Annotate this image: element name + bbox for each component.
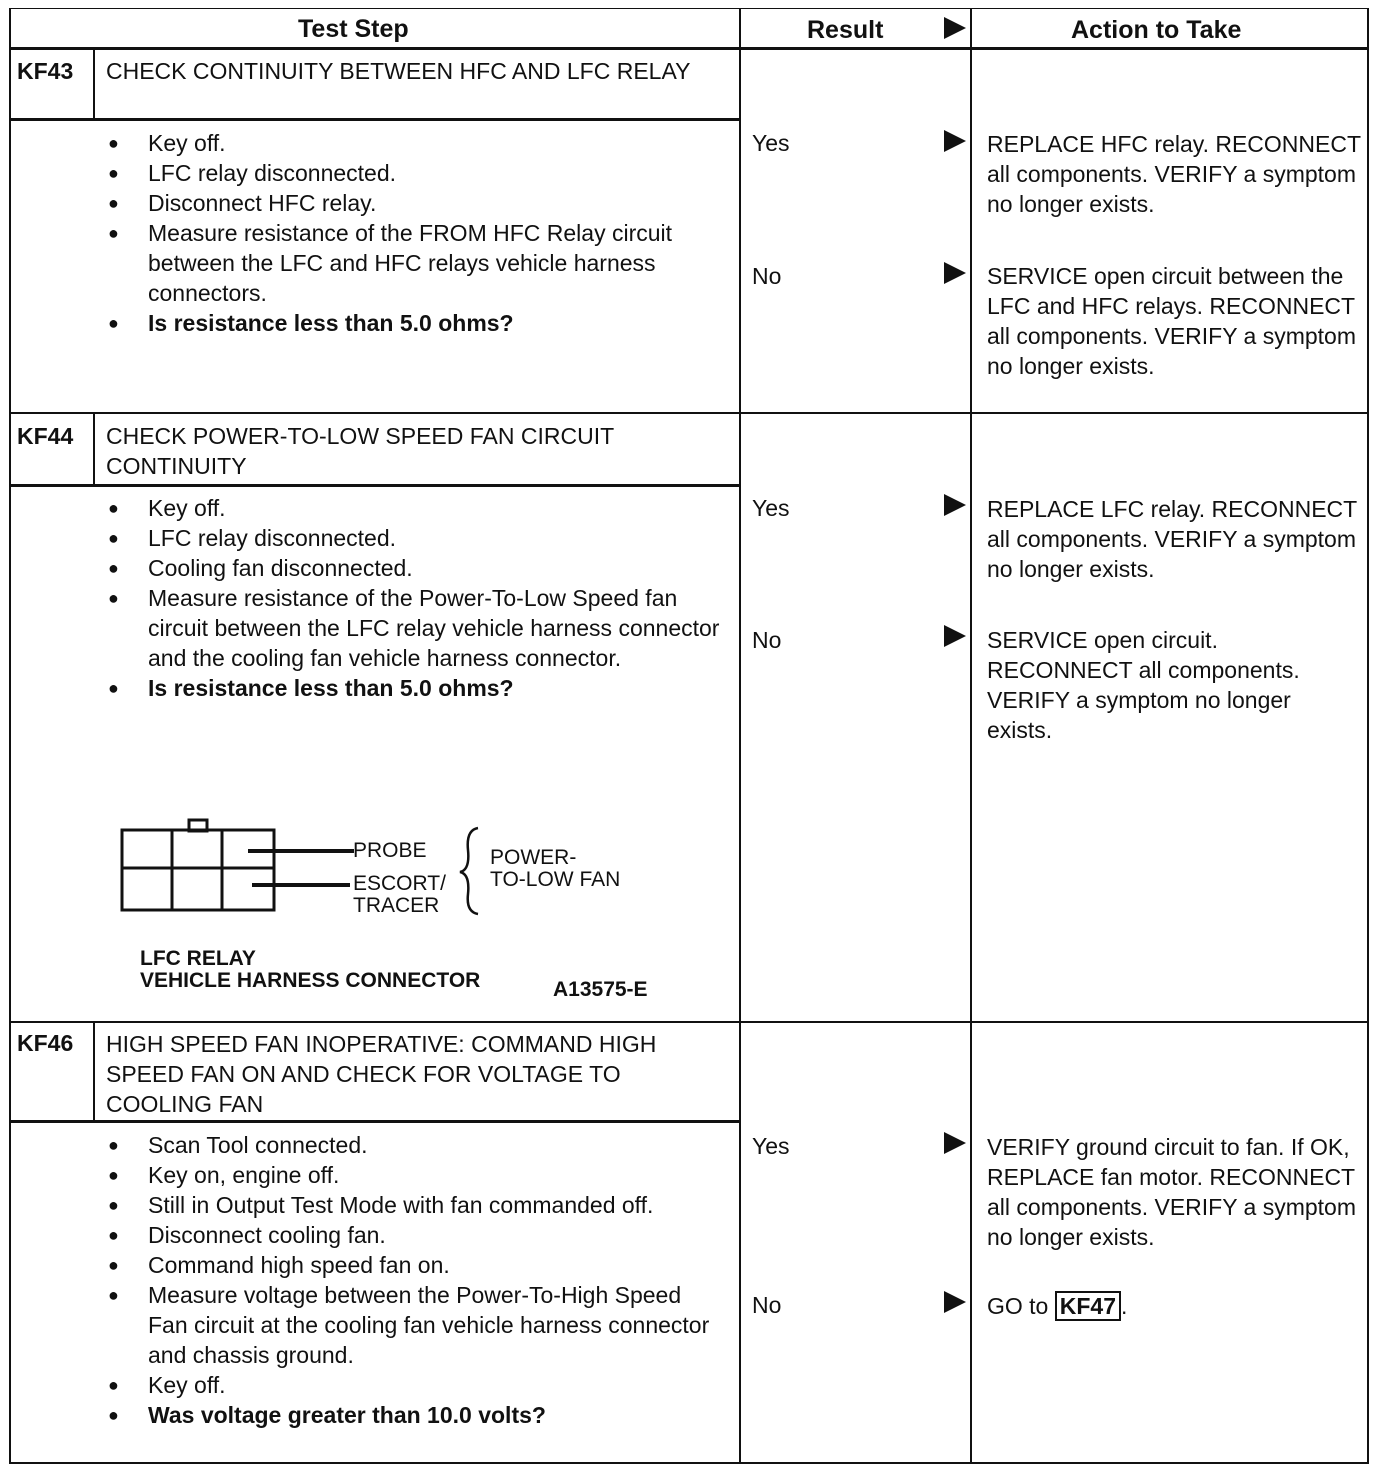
result-yes: Yes xyxy=(752,1133,790,1159)
result-yes: Yes xyxy=(752,130,790,156)
instruction-item: ● Cooling fan disconnected. xyxy=(106,553,726,583)
instruction-item: ● Measure resistance of the Power-To-Low Speed fan circuit between the LFC relay vehicle harness connector and the cooling fan vehicle harness connector. xyxy=(106,583,726,673)
instruction-item: ● Measure resistance of the FROM HFC Relay circuit between the LFC and HFC relays vehicle harness connectors. xyxy=(106,218,726,308)
arrow-icon xyxy=(944,130,966,152)
escort-label: ESCORT/ xyxy=(353,872,446,895)
code-divider xyxy=(93,414,95,486)
table-border-right xyxy=(1367,8,1369,1464)
result-yes: Yes xyxy=(752,495,790,521)
bracket-label: POWER- xyxy=(490,846,577,869)
col-divider-action xyxy=(970,8,972,1464)
result-no: No xyxy=(752,1292,782,1318)
action-text: REPLACE HFC relay. RECONNECT all components. VERIFY a symptom no longer exists. xyxy=(987,131,1361,217)
bracket-label: TO-LOW FAN xyxy=(490,868,621,891)
step-title: HIGH SPEED FAN INOPERATIVE: COMMAND HIGH SPEED FAN ON AND CHECK FOR VOLTAGE TO COOLING FAN xyxy=(106,1031,657,1117)
row-divider xyxy=(9,412,1369,414)
header-arrow-icon xyxy=(944,17,966,39)
figure-id: A13575-E xyxy=(553,978,648,1001)
header-test-step: Test Step xyxy=(298,15,409,43)
connector-body xyxy=(122,830,274,910)
table-border-bottom xyxy=(9,1462,1369,1464)
step-instructions xyxy=(106,493,726,703)
arrow-icon xyxy=(944,1291,966,1313)
action-prefix: GO to xyxy=(987,1293,1049,1319)
step-code: KF43 xyxy=(17,58,74,84)
tracer-label: TRACER xyxy=(353,894,440,917)
table-border-left xyxy=(9,8,11,1464)
table-border-top xyxy=(9,8,1369,9)
instruction-question: ● Is resistance less than 5.0 ohms? xyxy=(106,673,726,703)
arrow-icon xyxy=(944,262,966,284)
figure-caption: LFC RELAY xyxy=(140,947,256,970)
step-code: KF46 xyxy=(17,1030,74,1056)
instruction-item: ● LFC relay disconnected. xyxy=(106,158,726,188)
figure-caption: VEHICLE HARNESS CONNECTOR xyxy=(140,969,481,992)
action-text: REPLACE LFC relay. RECONNECT all components. VERIFY a symptom no longer exists. xyxy=(987,496,1357,582)
col-divider-result xyxy=(739,8,741,1464)
title-divider xyxy=(9,118,739,121)
step-instructions xyxy=(106,1130,726,1430)
header-divider xyxy=(9,47,1369,50)
instruction-item: ● Key on, engine off. xyxy=(106,1160,726,1190)
instruction-item: ● Measure voltage between the Power-To-High Speed Fan circuit at the cooling fan vehicle harness connector and chassis ground. xyxy=(106,1280,726,1370)
header-action: Action to Take xyxy=(1071,16,1242,44)
result-no: No xyxy=(752,627,782,653)
row-divider xyxy=(9,1021,1369,1023)
instruction-item: ● Key off. xyxy=(106,128,726,158)
code-divider xyxy=(93,50,95,120)
code-divider xyxy=(93,1023,95,1122)
instruction-item: ● Scan Tool connected. xyxy=(106,1130,726,1160)
step-reference-link[interactable]: KF47 xyxy=(1055,1291,1121,1321)
step-title: CHECK POWER-TO-LOW SPEED FAN CIRCUIT CONTINUITY xyxy=(106,423,614,479)
arrow-icon xyxy=(944,625,966,647)
instruction-item: ● Key off. xyxy=(106,493,726,523)
brace-icon xyxy=(460,828,478,914)
instruction-item: ● Disconnect HFC relay. xyxy=(106,188,726,218)
result-no: No xyxy=(752,263,782,289)
arrow-icon xyxy=(944,1132,966,1154)
instruction-question: ● Is resistance less than 5.0 ohms? xyxy=(106,308,726,338)
action-text xyxy=(987,1291,1362,1321)
action-text: SERVICE open circuit between the LFC and HFC relays. RECONNECT all components. VERIFY a symptom no longer exists. xyxy=(987,263,1356,379)
step-code: KF44 xyxy=(17,423,74,449)
instruction-item: ● Key off. xyxy=(106,1370,726,1400)
instruction-item: ● Disconnect cooling fan. xyxy=(106,1220,726,1250)
header-result: Result xyxy=(807,16,884,44)
action-suffix: . xyxy=(1121,1293,1128,1319)
instruction-question: ● Was voltage greater than 10.0 volts? xyxy=(106,1400,726,1430)
arrow-icon xyxy=(944,494,966,516)
probe-label: PROBE xyxy=(353,839,427,862)
instruction-item: ● Still in Output Test Mode with fan commanded off. xyxy=(106,1190,726,1220)
title-divider xyxy=(9,484,739,487)
step-title: CHECK CONTINUITY BETWEEN HFC AND LFC RELAY xyxy=(106,58,691,84)
action-text: SERVICE open circuit. RECONNECT all components. VERIFY a symptom no longer exists. xyxy=(987,627,1300,743)
step-instructions xyxy=(106,128,726,338)
instruction-item: ● LFC relay disconnected. xyxy=(106,523,726,553)
action-text: VERIFY ground circuit to fan. If OK, REPLACE fan motor. RECONNECT all components. VERIFY a symptom no longer exists. xyxy=(987,1134,1356,1250)
title-divider xyxy=(9,1120,739,1123)
instruction-item: ● Command high speed fan on. xyxy=(106,1250,726,1280)
